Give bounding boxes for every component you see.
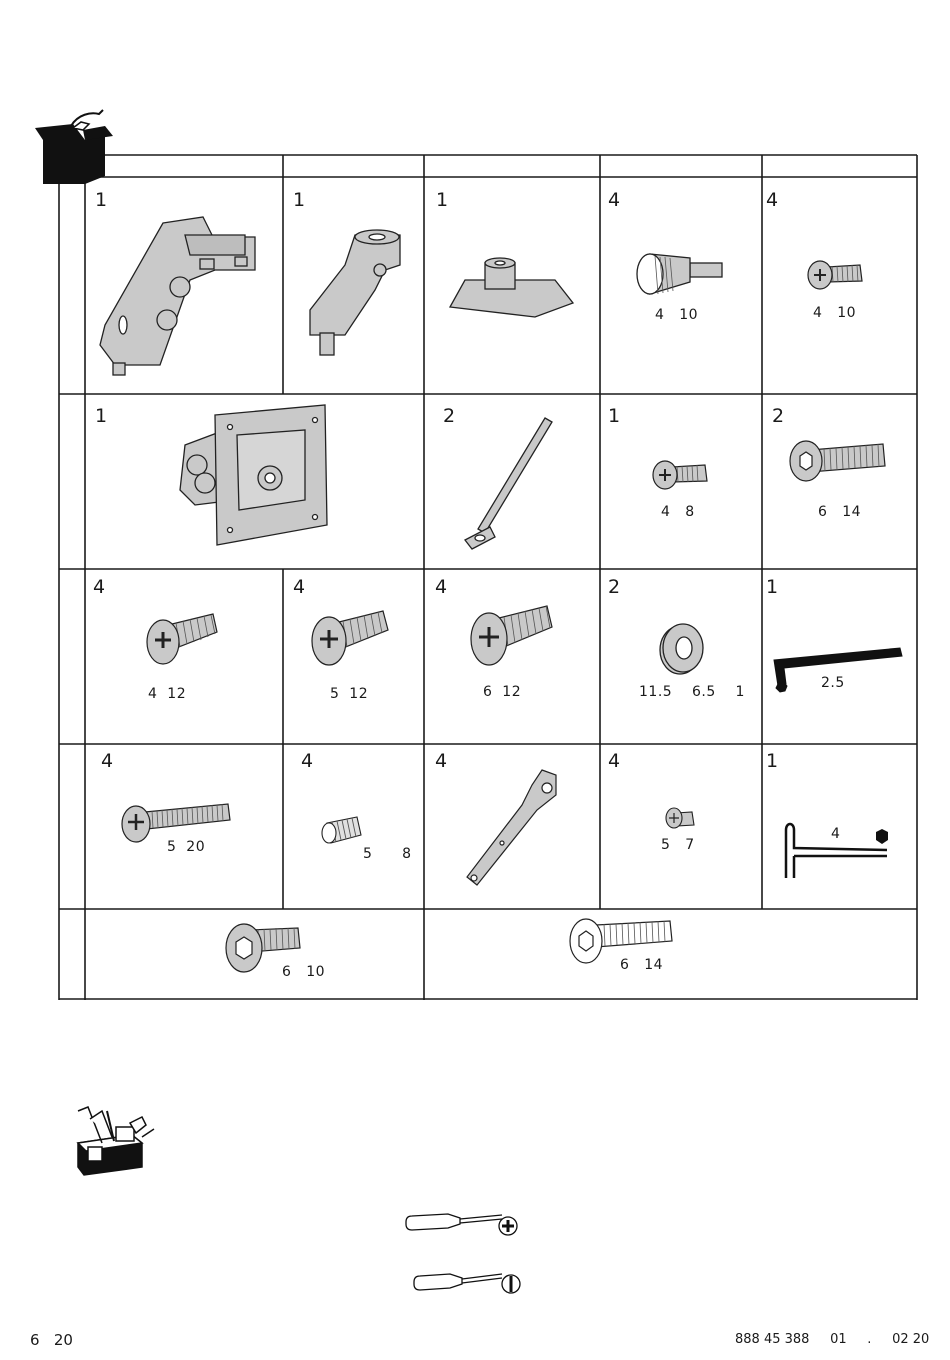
part-qty: 1 [766,750,779,772]
cable-tie-icon [460,415,560,555]
part-dim: 6 10 [282,964,326,980]
screw-icon [805,258,865,298]
screw-icon [467,603,557,671]
part-qty: 4 [435,576,448,598]
part-qty: 2 [772,405,785,427]
part-qty: 2 [443,405,456,427]
part-qty: 1 [95,405,108,427]
part-qty: 1 [293,189,306,211]
part-dim: 11.5 6.5 1 [639,684,745,700]
phillips-screwdriver-icon [402,1208,522,1242]
part-qty: 4 [293,576,306,598]
vesa-bracket-icon [175,405,335,555]
part-dim: 4 10 [655,307,699,323]
part-qty: 4 [435,750,448,772]
screw-icon [308,608,393,670]
arm-main-icon [95,215,265,380]
open-box-icon [33,108,118,188]
washer-icon [655,620,710,675]
flat-bar-icon [462,765,562,890]
part-dim: 6 14 [818,504,862,520]
hex-bolt-icon [788,438,893,488]
document-code: 888 45 388 01 . 02 20 [735,1332,930,1347]
part-dim: 6 12 [483,684,522,700]
part-dim: 4 10 [813,305,857,321]
part-qty: 4 [608,750,621,772]
arm-extension-icon [300,225,410,365]
toolbox-icon [72,1103,157,1178]
part-qty: 2 [608,576,621,598]
part-qty: 4 [101,750,114,772]
base-plate-icon [445,255,580,325]
knob-screw-icon [630,248,730,303]
part-dim: 5 7 [661,837,695,853]
part-qty: 1 [608,405,621,427]
part-dim: 6 14 [620,957,664,973]
page-number: 6 20 [30,1331,73,1349]
part-qty: 4 [93,576,106,598]
allen-key-icon [770,640,910,700]
part-qty: 1 [766,576,779,598]
part-dim: 4 8 [661,504,695,520]
flat-screwdriver-icon [410,1266,525,1300]
part-qty: 4 [301,750,314,772]
small-screw-icon [664,805,704,835]
part-dim: 5 12 [330,686,369,702]
screw-icon [650,458,710,498]
part-qty: 4 [766,189,779,211]
part-dim: 5 8 [363,846,412,862]
part-dim: 5 20 [167,839,206,855]
part-dim: 4 [831,826,841,842]
part-qty: 1 [95,189,108,211]
part-qty: 1 [436,189,449,211]
screw-icon [143,610,223,670]
threaded-insert-icon [317,813,367,853]
part-dim: 4 12 [148,686,187,702]
part-qty: 4 [608,189,621,211]
part-dim: 2.5 [821,675,845,691]
